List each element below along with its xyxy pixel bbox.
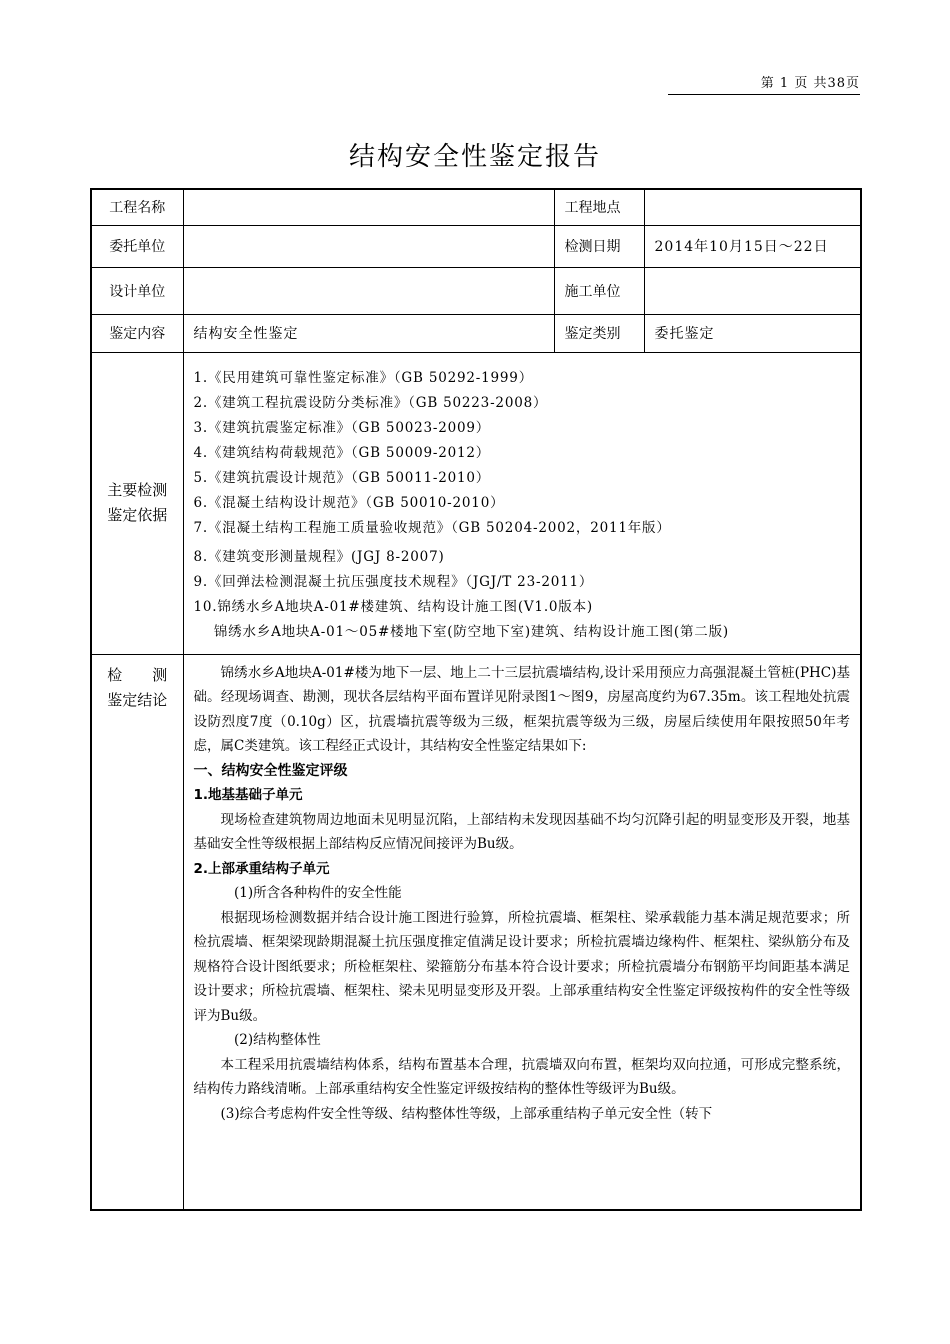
basis-list [183,352,861,654]
foundation-text: 现场检查建筑物周边地面未见明显沉陷，上部结构未发现因基础不均匀沉降引起的明显变形及开裂，地基基础安全性等级根据上部结构反应情况间接评为Bu级。 [193,811,850,852]
conclusion-label-line2: 鉴定结论 [107,690,168,709]
subsection-heading: 2.上部承重结构子单元 [193,860,330,877]
test-date-value: 2014年10月15日～22日 [644,225,861,267]
table-row [91,314,861,352]
content-label: 鉴定内容 [91,314,183,352]
page-title: 结构安全性鉴定报告 [348,142,601,172]
page-number: 第 1 页 共38页 [668,72,860,95]
table-row [91,352,861,654]
list-item: 5.《建筑抗震设计规范》（GB 50011-2010） [193,469,491,486]
client-value [183,225,554,267]
test-date-label: 检测日期 [554,225,644,267]
category-label: 鉴定类别 [554,314,644,352]
conclusion-intro: 锦绣水乡A地块A-01#楼为地下一层、地上二十三层抗震墙结构,设计采用预应力高强混凝土管桩(PHC)基础。经现场调查、勘测，现状各层结构平面布置详见附录图1～图9，房屋高度约为67.35m。该工程地处抗震设防烈度7度（0.10g）区，抗震墙抗震等级为三级，框架抗震等级为三级，房屋后续使用年限按照50年考虑，属C类建筑。该工程经正式设计，其结构安全性鉴定结果如下: [193,664,850,754]
report-table [90,188,862,1211]
list-item: 锦绣水乡A地块A-01～05#楼地下室(防空地下室)建筑、结构设计施工图(第二版) [193,623,729,640]
subsection-heading: 1.地基基础子单元 [193,787,303,803]
basis-label-line1: 主要检测 [107,481,168,499]
list-item: 6.《混凝土结构设计规范》（GB 50010-2010） [193,494,505,511]
list-item: 3.《建筑抗震鉴定标准》（GB 50023-2009） [193,419,491,436]
list-item: 8.《建筑变形测量规程》(JGJ 8-2007) [193,548,445,565]
design-label: 设计单位 [91,267,183,314]
project-site-label: 工程地点 [554,189,644,225]
content-value: 结构安全性鉴定 [183,314,554,352]
conclusion-label [91,654,183,1210]
table-row [91,267,861,314]
conclusion-body [183,654,861,1210]
client-label: 委托单位 [91,225,183,267]
conclusion-label-line1: 检 测 [107,665,168,684]
construction-label: 施工单位 [554,267,644,314]
list-item: 4.《建筑结构荷载规范》（GB 50009-2012） [193,444,491,461]
list-item: 7.《混凝土结构工程施工质量验收规范》（GB 50204-2002，2011年版） [193,519,671,536]
list-item: 1.《民用建筑可靠性鉴定标准》（GB 50292-1999） [193,369,533,386]
list-item: 2.《建筑工程抗震设防分类标准》（GB 50223-2008） [193,394,548,411]
summary-text: (3)综合考虑构件安全性等级、结构整体性等级，上部承重结构子单元安全性（转下 [220,1105,713,1122]
project-name-label: 工程名称 [91,189,183,225]
construction-value [644,267,861,314]
table-row [91,654,861,1210]
table-row [91,189,861,225]
item-heading: (2)结构整体性 [234,1032,321,1048]
project-site-value [644,189,861,225]
list-item: 10.锦绣水乡A地块A-01#楼建筑、结构设计施工图(V1.0版本) [193,598,593,615]
table-row [91,225,861,267]
category-value: 委托鉴定 [644,314,861,352]
item-heading: (1)所含各种构件的安全性能 [234,885,402,901]
components-text: 根据现场检测数据并结合设计施工图进行验算，所检抗震墙、框架柱、梁承载能力基本满足规范要求；所检抗震墙、框架梁现龄期混凝土抗压强度推定值满足设计要求；所检抗震墙边缘构件、框架柱、梁纵筋分布及规格符合设计图纸要求；所检框架柱、梁箍筋分布基本符合设计要求；所检抗震墙分布钢筋平均间距基本满足设计要求；所检抗震墙、框架柱、梁未见明显变形及开裂。上部承重结构安全性鉴定评级按构件的安全性等级评为Bu级。 [193,909,850,1024]
integrity-text: 本工程采用抗震墙结构体系，结构布置基本合理，抗震墙双向布置，框架均双向拉通，可形成完整系统，结构传力路线清晰。上部承重结构安全性鉴定评级按结构的整体性等级评为Bu级。 [193,1056,850,1097]
section-heading: 一、结构安全性鉴定评级 [193,762,348,779]
project-name-value [183,189,554,225]
basis-label-line2: 鉴定依据 [107,506,168,524]
design-value [183,267,554,314]
list-item: 9.《回弹法检测混凝土抗压强度技术规程》（JGJ/T 23-2011） [193,573,594,590]
basis-label [91,352,183,654]
